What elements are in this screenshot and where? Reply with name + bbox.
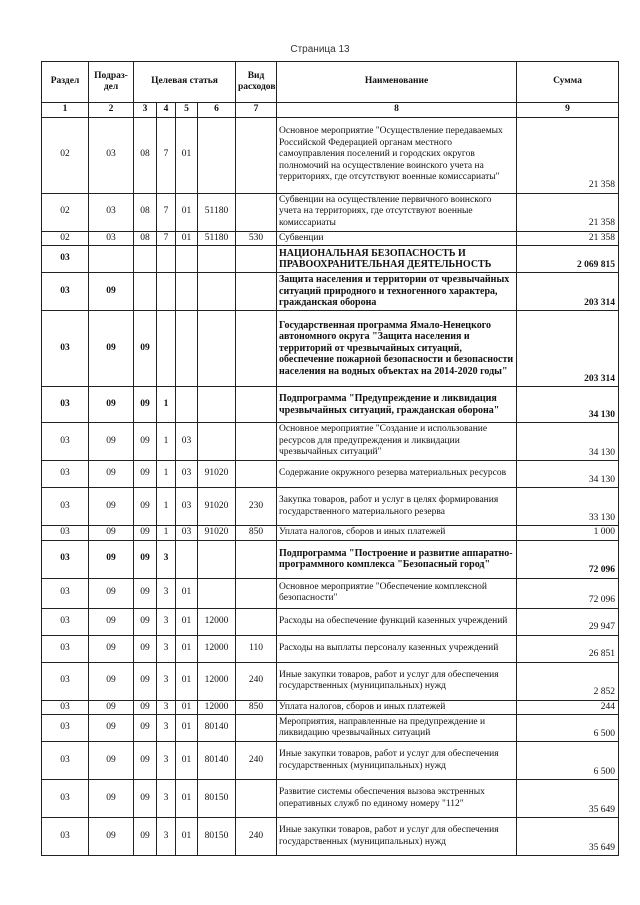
cell-program: 09: [134, 818, 157, 856]
table-row: [42, 635, 619, 662]
cell-main-activity: 01: [176, 780, 198, 818]
cell-subsection: 09: [89, 780, 134, 818]
cell-main-activity: [176, 540, 198, 578]
cell-subprogram: 1: [157, 387, 176, 423]
cell-direction: [198, 311, 236, 387]
table-row: [42, 423, 619, 461]
cell-subsection: 03: [89, 193, 134, 231]
cell-main-activity: 01: [176, 662, 198, 700]
header-name: Наименование: [277, 62, 517, 103]
table-row: [42, 488, 619, 526]
cell-expense-type: [236, 423, 277, 461]
cell-sum: 35 649: [517, 780, 619, 818]
cell-program: 09: [134, 635, 157, 662]
cell-section: 02: [42, 117, 89, 193]
cell-sum: 72 096: [517, 578, 619, 608]
column-number: 3: [134, 103, 157, 118]
cell-direction: [198, 273, 236, 311]
table-row: [42, 742, 619, 780]
cell-name: Иные закупки товаров, работ и услуг для обеспечения государственных (муниципальных) нужд: [277, 662, 517, 700]
cell-program: 09: [134, 700, 157, 715]
table-row: [42, 818, 619, 856]
header-section: Раздел: [42, 62, 89, 103]
cell-expense-type: [236, 193, 277, 231]
cell-main-activity: 01: [176, 608, 198, 635]
table-row: [42, 387, 619, 423]
cell-program: 09: [134, 662, 157, 700]
header-sum: Сумма: [517, 62, 619, 103]
cell-program: 09: [134, 780, 157, 818]
cell-expense-type: 240: [236, 818, 277, 856]
cell-subprogram: 3: [157, 662, 176, 700]
cell-program: 09: [134, 540, 157, 578]
cell-main-activity: [176, 273, 198, 311]
cell-direction: 91020: [198, 526, 236, 541]
cell-direction: 91020: [198, 461, 236, 488]
cell-main-activity: [176, 311, 198, 387]
cell-subprogram: 3: [157, 700, 176, 715]
cell-name: Закупка товаров, работ и услуг в целях формирования государственного материального резерва: [277, 488, 517, 526]
cell-expense-type: 850: [236, 526, 277, 541]
cell-subsection: 09: [89, 311, 134, 387]
cell-expense-type: [236, 578, 277, 608]
column-number: 5: [176, 103, 198, 118]
column-number: 9: [517, 103, 619, 118]
cell-main-activity: 03: [176, 488, 198, 526]
table-row: [42, 117, 619, 193]
column-number: 1: [42, 103, 89, 118]
cell-expense-type: 240: [236, 742, 277, 780]
cell-sum: 34 130: [517, 423, 619, 461]
table-row: [42, 540, 619, 578]
cell-program: 09: [134, 526, 157, 541]
cell-sum: 21 358: [517, 231, 619, 246]
cell-main-activity: 01: [176, 635, 198, 662]
cell-direction: 12000: [198, 662, 236, 700]
cell-section: 03: [42, 715, 89, 742]
table-row: [42, 662, 619, 700]
cell-subprogram: 3: [157, 780, 176, 818]
table-row: [42, 461, 619, 488]
cell-direction: [198, 387, 236, 423]
cell-expense-type: 240: [236, 662, 277, 700]
cell-main-activity: 01: [176, 742, 198, 780]
cell-subsection: 09: [89, 273, 134, 311]
cell-section: 03: [42, 818, 89, 856]
cell-sum: 34 130: [517, 461, 619, 488]
cell-name: Расходы на выплаты персоналу казенных учреждений: [277, 635, 517, 662]
cell-subsection: 09: [89, 461, 134, 488]
cell-subprogram: 1: [157, 488, 176, 526]
cell-name: Субвенции: [277, 231, 517, 246]
column-number: 2: [89, 103, 134, 118]
cell-direction: [198, 246, 236, 273]
cell-expense-type: [236, 540, 277, 578]
cell-direction: [198, 578, 236, 608]
cell-name: Подпрограмма "Построение и развитие аппаратно-программного комплекса "Безопасный город": [277, 540, 517, 578]
cell-section: 03: [42, 742, 89, 780]
cell-section: 03: [42, 311, 89, 387]
cell-subprogram: 3: [157, 578, 176, 608]
cell-direction: 80140: [198, 715, 236, 742]
cell-main-activity: 03: [176, 526, 198, 541]
cell-main-activity: [176, 246, 198, 273]
cell-direction: 91020: [198, 488, 236, 526]
cell-expense-type: [236, 117, 277, 193]
cell-subprogram: 1: [157, 423, 176, 461]
cell-program: 09: [134, 423, 157, 461]
table-row: [42, 608, 619, 635]
cell-program: 09: [134, 578, 157, 608]
cell-main-activity: 01: [176, 117, 198, 193]
cell-sum: 244: [517, 700, 619, 715]
cell-name: Основное мероприятие "Обеспечение комплексной безопасности": [277, 578, 517, 608]
table-row: [42, 526, 619, 541]
cell-section: 03: [42, 608, 89, 635]
column-number: 6: [198, 103, 236, 118]
cell-section: 03: [42, 246, 89, 273]
cell-sum: 203 314: [517, 311, 619, 387]
cell-section: 03: [42, 700, 89, 715]
budget-table: [41, 61, 619, 856]
cell-sum: 203 314: [517, 273, 619, 311]
cell-subprogram: 3: [157, 818, 176, 856]
cell-direction: [198, 423, 236, 461]
cell-sum: 34 130: [517, 387, 619, 423]
cell-direction: 51180: [198, 193, 236, 231]
cell-subsection: 09: [89, 387, 134, 423]
cell-name: Уплата налогов, сборов и иных платежей: [277, 700, 517, 715]
cell-expense-type: [236, 387, 277, 423]
column-number: 8: [277, 103, 517, 118]
cell-direction: [198, 117, 236, 193]
cell-program: 09: [134, 387, 157, 423]
cell-subsection: 09: [89, 608, 134, 635]
cell-main-activity: 01: [176, 231, 198, 246]
cell-sum: 72 096: [517, 540, 619, 578]
cell-section: 03: [42, 662, 89, 700]
table-row: [42, 700, 619, 715]
table-row: [42, 780, 619, 818]
header-expense-type: Вид расходов: [236, 62, 277, 103]
cell-subsection: 09: [89, 818, 134, 856]
cell-subsection: 09: [89, 488, 134, 526]
cell-section: 03: [42, 423, 89, 461]
cell-name: Уплата налогов, сборов и иных платежей: [277, 526, 517, 541]
table-row: [42, 578, 619, 608]
cell-subprogram: 3: [157, 635, 176, 662]
cell-name: Субвенции на осуществление первичного воинского учета на территориях, где отсутствуют военные комиссариаты: [277, 193, 517, 231]
cell-program: 09: [134, 608, 157, 635]
table-row: [42, 231, 619, 246]
cell-subsection: 09: [89, 578, 134, 608]
cell-main-activity: 01: [176, 578, 198, 608]
cell-main-activity: 01: [176, 715, 198, 742]
column-number: 7: [236, 103, 277, 118]
cell-direction: 12000: [198, 608, 236, 635]
cell-name: Основное мероприятие "Осуществление передаваемых Российской Федерацией органам местного самоуправления поселений и городских округов полномочий на осуществление воинского учета на территориях, где отсутствуют военные комиссариаты": [277, 117, 517, 193]
cell-sum: 26 851: [517, 635, 619, 662]
cell-name: Развитие системы обеспечения вызова экстренных оперативных служб по единому номеру "112": [277, 780, 517, 818]
cell-sum: 6 500: [517, 715, 619, 742]
table-body: [42, 117, 619, 856]
cell-subsection: 09: [89, 526, 134, 541]
column-number: 4: [157, 103, 176, 118]
column-number-row: [42, 103, 619, 118]
cell-subprogram: 7: [157, 193, 176, 231]
cell-expense-type: [236, 715, 277, 742]
table-row: [42, 311, 619, 387]
cell-subprogram: 7: [157, 117, 176, 193]
cell-direction: 80140: [198, 742, 236, 780]
cell-name: Мероприятия, направленные на предупреждение и ликвидацию чрезвычайных ситуаций: [277, 715, 517, 742]
cell-main-activity: 01: [176, 700, 198, 715]
table-row: [42, 715, 619, 742]
cell-program: 08: [134, 117, 157, 193]
cell-section: 03: [42, 488, 89, 526]
cell-section: 02: [42, 231, 89, 246]
cell-sum: 2 069 815: [517, 246, 619, 273]
cell-main-activity: 03: [176, 423, 198, 461]
cell-main-activity: 01: [176, 818, 198, 856]
cell-direction: 12000: [198, 635, 236, 662]
cell-subprogram: 7: [157, 231, 176, 246]
header-target-article: Целевая статья: [134, 62, 236, 103]
cell-subsection: 03: [89, 117, 134, 193]
cell-section: 03: [42, 461, 89, 488]
cell-name: Основное мероприятие "Создание и использование ресурсов для предупреждения и ликвидации чрезвычайных ситуаций": [277, 423, 517, 461]
cell-sum: 21 358: [517, 117, 619, 193]
table-row: [42, 246, 619, 273]
cell-subsection: 03: [89, 231, 134, 246]
cell-subsection: 09: [89, 742, 134, 780]
header-subsection: Подраз-дел: [89, 62, 134, 103]
cell-program: [134, 273, 157, 311]
cell-sum: 21 358: [517, 193, 619, 231]
cell-subprogram: 3: [157, 608, 176, 635]
cell-name: Государственная программа Ямало-Ненецкого автономного округа "Защита населения и территорий от чрезвычайных ситуаций, обеспечение пожарной безопасности и безопасности населения на водных объектах на 2014-2020 годы": [277, 311, 517, 387]
cell-expense-type: [236, 246, 277, 273]
cell-expense-type: 230: [236, 488, 277, 526]
cell-direction: 80150: [198, 818, 236, 856]
cell-section: 03: [42, 578, 89, 608]
cell-subsection: 09: [89, 700, 134, 715]
cell-expense-type: 530: [236, 231, 277, 246]
table-header-row: [42, 62, 619, 103]
cell-program: 08: [134, 193, 157, 231]
cell-sum: 1 000: [517, 526, 619, 541]
cell-subsection: 09: [89, 423, 134, 461]
cell-subsection: [89, 246, 134, 273]
cell-subprogram: [157, 246, 176, 273]
table-row: [42, 273, 619, 311]
cell-name: Иные закупки товаров, работ и услуг для обеспечения государственных (муниципальных) нужд: [277, 742, 517, 780]
cell-program: [134, 246, 157, 273]
cell-expense-type: [236, 780, 277, 818]
cell-subsection: 09: [89, 715, 134, 742]
cell-direction: 12000: [198, 700, 236, 715]
cell-subprogram: [157, 311, 176, 387]
cell-subsection: 09: [89, 662, 134, 700]
cell-name: Содержание окружного резерва материальных ресурсов: [277, 461, 517, 488]
cell-program: 09: [134, 488, 157, 526]
cell-expense-type: [236, 608, 277, 635]
cell-expense-type: [236, 273, 277, 311]
cell-direction: 51180: [198, 231, 236, 246]
cell-subsection: 09: [89, 540, 134, 578]
cell-main-activity: [176, 387, 198, 423]
cell-direction: 80150: [198, 780, 236, 818]
cell-expense-type: 850: [236, 700, 277, 715]
cell-subprogram: 3: [157, 742, 176, 780]
cell-name: НАЦИОНАЛЬНАЯ БЕЗОПАСНОСТЬ И ПРАВООХРАНИТЕЛЬНАЯ ДЕЯТЕЛЬНОСТЬ: [277, 246, 517, 273]
cell-name: Расходы на обеспечение функций казенных учреждений: [277, 608, 517, 635]
cell-expense-type: 110: [236, 635, 277, 662]
cell-subprogram: 3: [157, 715, 176, 742]
cell-subsection: 09: [89, 635, 134, 662]
cell-name: Подпрограмма "Предупреждение и ликвидация чрезвычайных ситуаций, гражданская оборона": [277, 387, 517, 423]
cell-program: 09: [134, 461, 157, 488]
cell-name: Иные закупки товаров, работ и услуг для обеспечения государственных (муниципальных) нужд: [277, 818, 517, 856]
cell-sum: 6 500: [517, 742, 619, 780]
cell-section: 02: [42, 193, 89, 231]
cell-sum: 33 130: [517, 488, 619, 526]
table-row: [42, 193, 619, 231]
cell-sum: 35 649: [517, 818, 619, 856]
cell-sum: 2 852: [517, 662, 619, 700]
cell-section: 03: [42, 540, 89, 578]
cell-subprogram: 3: [157, 540, 176, 578]
cell-section: 03: [42, 780, 89, 818]
cell-subprogram: [157, 273, 176, 311]
cell-section: 03: [42, 526, 89, 541]
cell-main-activity: 01: [176, 193, 198, 231]
cell-expense-type: [236, 311, 277, 387]
cell-section: 03: [42, 387, 89, 423]
cell-program: 09: [134, 742, 157, 780]
cell-section: 03: [42, 635, 89, 662]
cell-program: 09: [134, 715, 157, 742]
cell-section: 03: [42, 273, 89, 311]
cell-sum: 29 947: [517, 608, 619, 635]
cell-subprogram: 1: [157, 461, 176, 488]
cell-subprogram: 1: [157, 526, 176, 541]
cell-direction: [198, 540, 236, 578]
cell-main-activity: 03: [176, 461, 198, 488]
page-number-label: Страница 13: [290, 44, 350, 55]
cell-program: 08: [134, 231, 157, 246]
cell-expense-type: [236, 461, 277, 488]
cell-program: 09: [134, 311, 157, 387]
cell-name: Защита населения и территории от чрезвычайных ситуаций природного и техногенного характера, гражданская оборона: [277, 273, 517, 311]
